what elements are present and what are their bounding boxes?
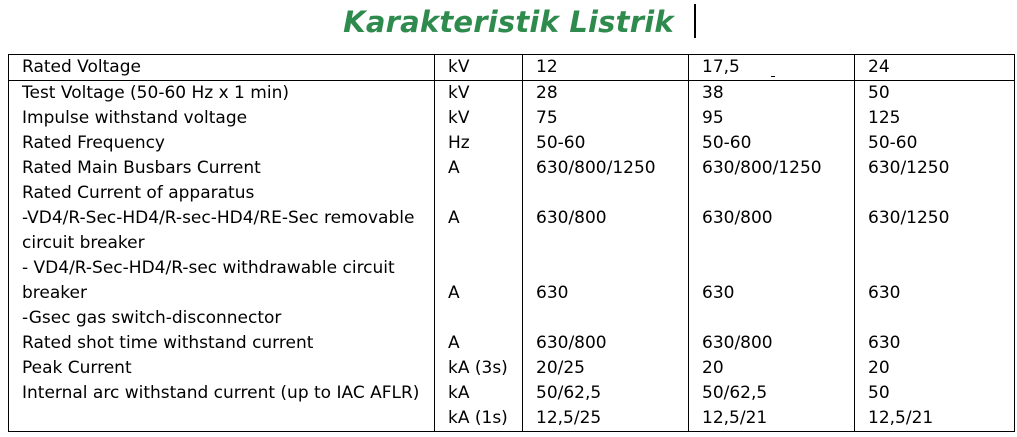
value-24kv-cell: 630	[855, 281, 1015, 306]
value-24kv-cell: 630/1250	[855, 156, 1015, 181]
unit-cell: A	[435, 206, 523, 231]
unit-cell	[435, 306, 523, 331]
param-cell: circuit breaker	[9, 231, 435, 256]
value-17kv-cell	[689, 306, 855, 331]
value-24kv-cell: 50	[855, 81, 1015, 107]
param-cell: Peak Current	[9, 356, 435, 381]
unit-cell: kV	[435, 55, 523, 81]
value-17kv-cell: 12,5/21	[689, 406, 855, 432]
value-17kv-cell: 38	[689, 81, 855, 107]
param-cell	[9, 406, 435, 432]
value-12kv-cell: 75	[523, 106, 689, 131]
value-24kv-cell	[855, 181, 1015, 206]
value-17kv-cell: 630/800/1250	[689, 156, 855, 181]
unit-cell	[435, 256, 523, 281]
param-cell: -Gsec gas switch-disconnector	[9, 306, 435, 331]
table-row	[9, 106, 1015, 131]
value-17kv-cell: 20	[689, 356, 855, 381]
param-cell: Test Voltage (50-60 Hz x 1 min)	[9, 81, 435, 107]
unit-cell	[435, 181, 523, 206]
value-24kv-cell: 20	[855, 356, 1015, 381]
param-cell: Rated Main Busbars Current	[9, 156, 435, 181]
text-cursor	[694, 4, 696, 38]
unit-cell: kV	[435, 81, 523, 107]
value-24kv-cell: 12,5/21	[855, 406, 1015, 432]
value-17kv-cell: 630/800	[689, 206, 855, 231]
param-cell: Rated shot time withstand current	[9, 331, 435, 356]
table-row	[9, 231, 1015, 256]
value-24kv-cell	[855, 231, 1015, 256]
value-24kv-cell	[855, 256, 1015, 281]
value-17kv-cell: 630	[689, 281, 855, 306]
value-24kv-cell: 50	[855, 381, 1015, 406]
value-12kv-cell	[523, 181, 689, 206]
table-row	[9, 406, 1015, 432]
param-cell: Impulse withstand voltage	[9, 106, 435, 131]
value-12kv-cell: 630/800/1250	[523, 156, 689, 181]
value-17kv-cell	[689, 256, 855, 281]
table-row	[9, 256, 1015, 281]
unit-cell: Hz	[435, 131, 523, 156]
unit-cell: kA (1s)	[435, 406, 523, 432]
value-24kv-cell	[855, 306, 1015, 331]
value-17kv-cell: 630/800	[689, 331, 855, 356]
unit-cell: kV	[435, 106, 523, 131]
unit-cell: kA	[435, 381, 523, 406]
param-cell: -VD4/R-Sec-HD4/R-sec-HD4/RE-Sec removable	[9, 206, 435, 231]
value-12kv-cell: 630/800	[523, 331, 689, 356]
value-24kv-cell: 630/1250	[855, 206, 1015, 231]
table-row	[9, 156, 1015, 181]
table-row	[9, 181, 1015, 206]
value-17kv-cell: 17,5	[689, 55, 855, 81]
value-12kv-cell	[523, 231, 689, 256]
value-17kv-cell	[689, 181, 855, 206]
param-cell: Internal arc withstand current (up to IAC AFLR)	[9, 381, 435, 406]
page-title: Karakteristik Listrik	[343, 5, 674, 39]
table-row	[9, 131, 1015, 156]
value-24kv-cell: 630	[855, 331, 1015, 356]
unit-cell: A	[435, 331, 523, 356]
value-12kv-cell	[523, 256, 689, 281]
unit-cell: kA (3s)	[435, 356, 523, 381]
value-24kv-cell: 125	[855, 106, 1015, 131]
value-24kv-cell: 50-60	[855, 131, 1015, 156]
value-17kv-cell: 95	[689, 106, 855, 131]
value-12kv-cell: 50/62,5	[523, 381, 689, 406]
value-17kv-cell	[689, 231, 855, 256]
table-row	[9, 206, 1015, 231]
param-cell: - VD4/R-Sec-HD4/R-sec withdrawable circuit	[9, 256, 435, 281]
param-cell: breaker	[9, 281, 435, 306]
value-17kv-cell: 50-60	[689, 131, 855, 156]
table-row	[9, 81, 1015, 107]
value-12kv-cell: 12,5/25	[523, 406, 689, 432]
unit-cell	[435, 231, 523, 256]
electrical-characteristics-table	[8, 54, 1015, 432]
table-row	[9, 381, 1015, 406]
param-cell: Rated Voltage	[9, 55, 435, 81]
param-cell: Rated Frequency	[9, 131, 435, 156]
value-17kv-cell: 50/62,5	[689, 381, 855, 406]
table-row	[9, 55, 1015, 81]
value-12kv-cell: 12	[523, 55, 689, 81]
value-12kv-cell: 630	[523, 281, 689, 306]
table-row	[9, 331, 1015, 356]
value-12kv-cell: 28	[523, 81, 689, 107]
table-row	[9, 281, 1015, 306]
table-row	[9, 356, 1015, 381]
value-12kv-cell	[523, 306, 689, 331]
value-24kv-cell: 24	[855, 55, 1015, 81]
value-12kv-cell: 630/800	[523, 206, 689, 231]
stray-mark	[771, 76, 775, 77]
param-cell: Rated Current of apparatus	[9, 181, 435, 206]
unit-cell: A	[435, 281, 523, 306]
table-row	[9, 306, 1015, 331]
value-12kv-cell: 20/25	[523, 356, 689, 381]
stray-mark	[975, 431, 979, 432]
unit-cell: A	[435, 156, 523, 181]
value-12kv-cell: 50-60	[523, 131, 689, 156]
